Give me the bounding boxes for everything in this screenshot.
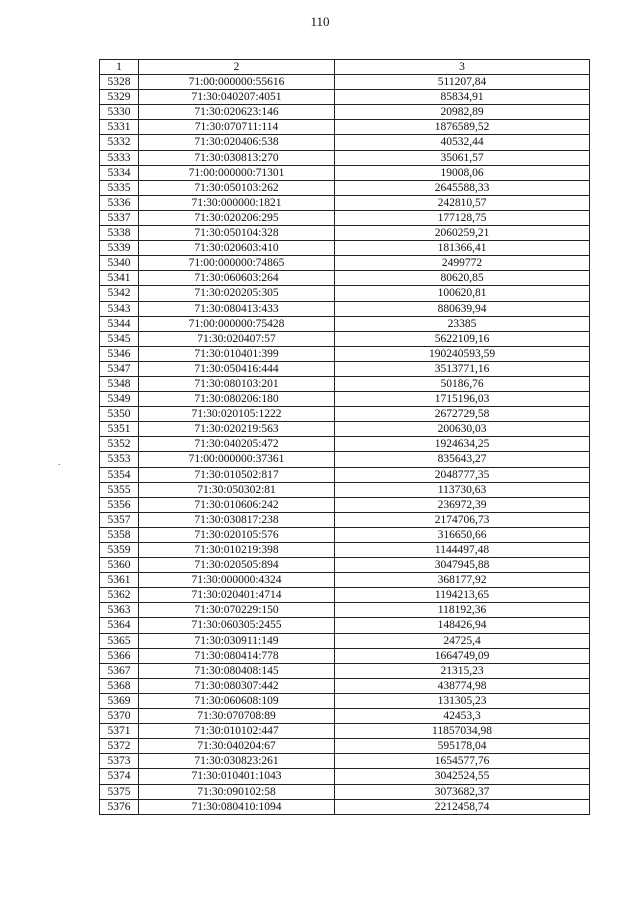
value-cell: 21315,23 <box>335 663 590 678</box>
cadastral-number-cell: 71:30:010502:817 <box>139 467 335 482</box>
row-number-cell: 5360 <box>100 558 139 573</box>
table-row <box>100 392 590 407</box>
value-cell: 880639,94 <box>335 301 590 316</box>
value-cell: 40532,44 <box>335 135 590 150</box>
row-number-cell: 5361 <box>100 573 139 588</box>
value-cell: 190240593,59 <box>335 346 590 361</box>
value-cell: 80620,85 <box>335 271 590 286</box>
value-cell: 2048777,35 <box>335 467 590 482</box>
table-row <box>100 376 590 391</box>
value-cell: 1876589,52 <box>335 120 590 135</box>
value-cell: 1144497,48 <box>335 543 590 558</box>
stray-mark: . <box>58 457 61 468</box>
table-row <box>100 316 590 331</box>
value-cell: 2212458,74 <box>335 799 590 814</box>
row-number-cell: 5344 <box>100 316 139 331</box>
value-cell: 1715196,03 <box>335 392 590 407</box>
value-cell: 85834,91 <box>335 90 590 105</box>
row-number-cell: 5333 <box>100 150 139 165</box>
cadastral-number-cell: 71:30:020401:4714 <box>139 588 335 603</box>
cadastral-number-cell: 71:30:030817:238 <box>139 512 335 527</box>
header-row <box>100 60 590 75</box>
table-row <box>100 573 590 588</box>
value-cell: 50186,76 <box>335 376 590 391</box>
value-cell: 131305,23 <box>335 693 590 708</box>
cadastral-number-cell: 71:30:020219:563 <box>139 422 335 437</box>
table-row <box>100 452 590 467</box>
cadastral-number-cell: 71:30:020407:57 <box>139 331 335 346</box>
row-number-cell: 5340 <box>100 256 139 271</box>
cadastral-number-cell: 71:30:080414:778 <box>139 648 335 663</box>
table-row <box>100 195 590 210</box>
value-cell: 236972,39 <box>335 497 590 512</box>
row-number-cell: 5359 <box>100 543 139 558</box>
row-number-cell: 5357 <box>100 512 139 527</box>
value-cell: 20982,89 <box>335 105 590 120</box>
row-number-cell: 5374 <box>100 769 139 784</box>
row-number-cell: 5352 <box>100 437 139 452</box>
registry-table <box>99 59 590 815</box>
row-number-cell: 5368 <box>100 678 139 693</box>
table-row <box>100 693 590 708</box>
value-cell: 2174706,73 <box>335 512 590 527</box>
value-cell: 1194213,65 <box>335 588 590 603</box>
table-row <box>100 784 590 799</box>
row-number-cell: 5346 <box>100 346 139 361</box>
table-row <box>100 75 590 90</box>
cadastral-number-cell: 71:30:020105:576 <box>139 527 335 542</box>
table-row <box>100 361 590 376</box>
row-number-cell: 5335 <box>100 180 139 195</box>
row-number-cell: 5337 <box>100 210 139 225</box>
value-cell: 3047945,88 <box>335 558 590 573</box>
cadastral-number-cell: 71:30:090102:58 <box>139 784 335 799</box>
cadastral-number-cell: 71:30:030911:149 <box>139 633 335 648</box>
table-row <box>100 663 590 678</box>
table-row <box>100 120 590 135</box>
row-number-cell: 5331 <box>100 120 139 135</box>
column-header: 1 <box>100 60 139 75</box>
row-number-cell: 5354 <box>100 467 139 482</box>
cadastral-number-cell: 71:30:010401:1043 <box>139 769 335 784</box>
table-row <box>100 301 590 316</box>
row-number-cell: 5336 <box>100 195 139 210</box>
row-number-cell: 5345 <box>100 331 139 346</box>
cadastral-number-cell: 71:30:010606:242 <box>139 497 335 512</box>
row-number-cell: 5353 <box>100 452 139 467</box>
cadastral-number-cell: 71:30:040207:4051 <box>139 90 335 105</box>
value-cell: 177128,75 <box>335 210 590 225</box>
value-cell: 148426,94 <box>335 618 590 633</box>
value-cell: 24725,4 <box>335 633 590 648</box>
table-row <box>100 482 590 497</box>
cadastral-number-cell: 71:30:010219:398 <box>139 543 335 558</box>
row-number-cell: 5358 <box>100 527 139 542</box>
cadastral-number-cell: 71:30:080206:180 <box>139 392 335 407</box>
cadastral-number-cell: 71:00:000000:37361 <box>139 452 335 467</box>
table-row <box>100 527 590 542</box>
table-row <box>100 648 590 663</box>
cadastral-number-cell: 71:30:030813:270 <box>139 150 335 165</box>
row-number-cell: 5376 <box>100 799 139 814</box>
row-number-cell: 5330 <box>100 105 139 120</box>
row-number-cell: 5375 <box>100 784 139 799</box>
table-row <box>100 271 590 286</box>
row-number-cell: 5362 <box>100 588 139 603</box>
cadastral-number-cell: 71:30:050104:328 <box>139 226 335 241</box>
table-row <box>100 588 590 603</box>
table-row <box>100 210 590 225</box>
value-cell: 181366,41 <box>335 241 590 256</box>
table-row <box>100 422 590 437</box>
table-row <box>100 407 590 422</box>
row-number-cell: 5329 <box>100 90 139 105</box>
value-cell: 2060259,21 <box>335 226 590 241</box>
cadastral-number-cell: 71:30:050103:262 <box>139 180 335 195</box>
value-cell: 1664749,09 <box>335 648 590 663</box>
table-row <box>100 512 590 527</box>
cadastral-number-cell: 71:00:000000:75428 <box>139 316 335 331</box>
value-cell: 438774,98 <box>335 678 590 693</box>
table-row <box>100 90 590 105</box>
table-row <box>100 633 590 648</box>
cadastral-number-cell: 71:30:020206:295 <box>139 210 335 225</box>
value-cell: 835643,27 <box>335 452 590 467</box>
cadastral-number-cell: 71:30:070229:150 <box>139 603 335 618</box>
table-row <box>100 467 590 482</box>
table-row <box>100 603 590 618</box>
row-number-cell: 5350 <box>100 407 139 422</box>
cadastral-number-cell: 71:00:000000:74865 <box>139 256 335 271</box>
page-number: 110 <box>310 14 330 29</box>
row-number-cell: 5343 <box>100 301 139 316</box>
table-row <box>100 180 590 195</box>
table-row <box>100 799 590 814</box>
value-cell: 200630,03 <box>335 422 590 437</box>
row-number-cell: 5367 <box>100 663 139 678</box>
value-cell: 118192,36 <box>335 603 590 618</box>
table-row <box>100 241 590 256</box>
cadastral-number-cell: 71:30:020505:894 <box>139 558 335 573</box>
row-number-cell: 5334 <box>100 165 139 180</box>
row-number-cell: 5349 <box>100 392 139 407</box>
table-row <box>100 150 590 165</box>
cadastral-number-cell: 71:30:050416:444 <box>139 361 335 376</box>
row-number-cell: 5328 <box>100 75 139 90</box>
value-cell: 2672729,58 <box>335 407 590 422</box>
row-number-cell: 5366 <box>100 648 139 663</box>
cadastral-number-cell: 71:30:010102:447 <box>139 724 335 739</box>
table-row <box>100 256 590 271</box>
cadastral-number-cell: 71:30:010401:399 <box>139 346 335 361</box>
value-cell: 100620,81 <box>335 286 590 301</box>
table-row <box>100 558 590 573</box>
cadastral-number-cell: 71:30:050302:81 <box>139 482 335 497</box>
row-number-cell: 5351 <box>100 422 139 437</box>
cadastral-number-cell: 71:30:060603:264 <box>139 271 335 286</box>
value-cell: 1654577,76 <box>335 754 590 769</box>
table-row <box>100 618 590 633</box>
table-row <box>100 678 590 693</box>
cadastral-number-cell: 71:30:020623:146 <box>139 105 335 120</box>
value-cell: 316650,66 <box>335 527 590 542</box>
row-number-cell: 5355 <box>100 482 139 497</box>
row-number-cell: 5347 <box>100 361 139 376</box>
value-cell: 3042524,55 <box>335 769 590 784</box>
table-row <box>100 226 590 241</box>
value-cell: 3513771,16 <box>335 361 590 376</box>
table-body <box>100 75 590 815</box>
cadastral-number-cell: 71:30:040205:472 <box>139 437 335 452</box>
column-header: 3 <box>335 60 590 75</box>
value-cell: 1924634,25 <box>335 437 590 452</box>
row-number-cell: 5373 <box>100 754 139 769</box>
table-row <box>100 754 590 769</box>
cadastral-number-cell: 71:30:080103:201 <box>139 376 335 391</box>
cadastral-number-cell: 71:00:000000:55616 <box>139 75 335 90</box>
row-number-cell: 5342 <box>100 286 139 301</box>
value-cell: 595178,04 <box>335 739 590 754</box>
row-number-cell: 5341 <box>100 271 139 286</box>
value-cell: 2499772 <box>335 256 590 271</box>
value-cell: 35061,57 <box>335 150 590 165</box>
row-number-cell: 5363 <box>100 603 139 618</box>
table-row <box>100 724 590 739</box>
column-header: 2 <box>139 60 335 75</box>
value-cell: 511207,84 <box>335 75 590 90</box>
cadastral-number-cell: 71:30:080408:145 <box>139 663 335 678</box>
cadastral-number-cell: 71:30:080307:442 <box>139 678 335 693</box>
value-cell: 5622109,16 <box>335 331 590 346</box>
cadastral-number-cell: 71:30:070708:89 <box>139 709 335 724</box>
row-number-cell: 5364 <box>100 618 139 633</box>
row-number-cell: 5348 <box>100 376 139 391</box>
table-row <box>100 165 590 180</box>
cadastral-number-cell: 71:30:020406:538 <box>139 135 335 150</box>
table-row <box>100 286 590 301</box>
value-cell: 368177,92 <box>335 573 590 588</box>
table-row <box>100 105 590 120</box>
table-row <box>100 739 590 754</box>
table-row <box>100 346 590 361</box>
row-number-cell: 5332 <box>100 135 139 150</box>
table-row <box>100 331 590 346</box>
value-cell: 11857034,98 <box>335 724 590 739</box>
table-row <box>100 769 590 784</box>
value-cell: 3073682,37 <box>335 784 590 799</box>
table-row <box>100 437 590 452</box>
cadastral-number-cell: 71:30:070711:114 <box>139 120 335 135</box>
cadastral-number-cell: 71:30:020205:305 <box>139 286 335 301</box>
value-cell: 242810,57 <box>335 195 590 210</box>
row-number-cell: 5371 <box>100 724 139 739</box>
cadastral-number-cell: 71:30:030823:261 <box>139 754 335 769</box>
table-row <box>100 497 590 512</box>
value-cell: 23385 <box>335 316 590 331</box>
row-number-cell: 5339 <box>100 241 139 256</box>
cadastral-number-cell: 71:30:080413:433 <box>139 301 335 316</box>
table-row <box>100 135 590 150</box>
value-cell: 42453,3 <box>335 709 590 724</box>
value-cell: 113730,63 <box>335 482 590 497</box>
cadastral-number-cell: 71:30:060608:109 <box>139 693 335 708</box>
cadastral-number-cell: 71:30:060305:2455 <box>139 618 335 633</box>
table-row <box>100 709 590 724</box>
row-number-cell: 5369 <box>100 693 139 708</box>
table-row <box>100 543 590 558</box>
cadastral-number-cell: 71:30:020105:1222 <box>139 407 335 422</box>
row-number-cell: 5365 <box>100 633 139 648</box>
cadastral-number-cell: 71:00:000000:71301 <box>139 165 335 180</box>
value-cell: 19008,06 <box>335 165 590 180</box>
row-number-cell: 5372 <box>100 739 139 754</box>
cadastral-number-cell: 71:30:000000:4324 <box>139 573 335 588</box>
cadastral-number-cell: 71:30:020603:410 <box>139 241 335 256</box>
value-cell: 2645588,33 <box>335 180 590 195</box>
cadastral-number-cell: 71:30:000000:1821 <box>139 195 335 210</box>
row-number-cell: 5338 <box>100 226 139 241</box>
cadastral-number-cell: 71:30:080410:1094 <box>139 799 335 814</box>
row-number-cell: 5356 <box>100 497 139 512</box>
cadastral-number-cell: 71:30:040204:67 <box>139 739 335 754</box>
row-number-cell: 5370 <box>100 709 139 724</box>
